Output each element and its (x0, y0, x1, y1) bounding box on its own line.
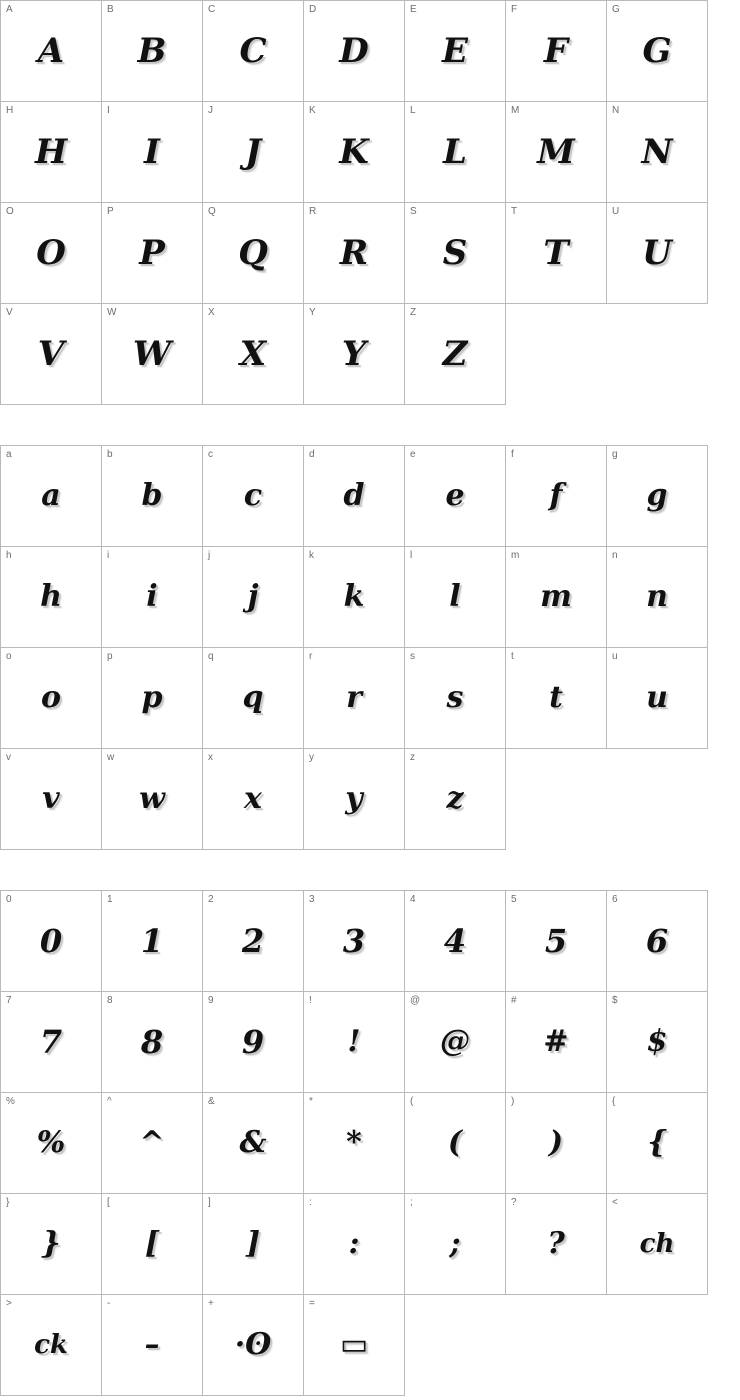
glyph-cell-label: ) (511, 1096, 515, 1107)
glyph-cell-P[interactable] (102, 203, 203, 304)
glyph-cell-label: E (410, 4, 417, 15)
glyph-block-uppercase (0, 0, 740, 405)
glyph-block-digits-punctuation (0, 890, 740, 1396)
glyph-cell-1[interactable] (102, 891, 203, 992)
glyph-cell-label: k (309, 550, 314, 561)
glyph-cell-A[interactable] (1, 1, 102, 102)
glyph-cell-sample: H (34, 132, 68, 172)
glyph-cell-sample: J (244, 132, 262, 172)
glyph-cell-sample: # (543, 1024, 569, 1059)
glyph-cell-sample: 8 (140, 1023, 164, 1061)
glyph-cell-sample: k (343, 579, 365, 614)
glyph-cell-sample: B (137, 31, 167, 71)
glyph-cell-l[interactable] (405, 547, 506, 648)
glyph-cell-sample: ^ (139, 1125, 165, 1160)
table-row (1, 1295, 708, 1396)
glyph-cell-label: I (107, 105, 110, 116)
glyph-cell-label: < (612, 1197, 618, 1208)
glyph-cell-label: ? (511, 1197, 517, 1208)
glyph-cell-Z[interactable] (405, 304, 506, 405)
glyph-cell-equals[interactable] (304, 1295, 405, 1396)
glyph-cell-empty (506, 304, 607, 405)
table-row (1, 1, 708, 102)
glyph-cell-label: + (208, 1298, 214, 1309)
glyph-cell-K[interactable] (304, 102, 405, 203)
glyph-cell-label: { (612, 1096, 616, 1107)
glyph-cell-9[interactable] (203, 992, 304, 1093)
glyph-cell-sample: a (41, 478, 61, 513)
glyph-cell-label: o (6, 651, 12, 662)
glyph-cell-label: X (208, 307, 215, 318)
glyph-cell-m[interactable] (506, 547, 607, 648)
glyph-cell-sample: P (139, 233, 165, 273)
glyph-cell-ampersand[interactable] (203, 1093, 304, 1194)
glyph-cell-label: j (208, 550, 211, 561)
glyph-cell-bracket-close[interactable] (203, 1194, 304, 1295)
glyph-cell-label: # (511, 995, 517, 1006)
glyph-cell-label: p (107, 651, 113, 662)
glyph-cell-sample: f (549, 478, 563, 513)
glyph-cell-label: i (107, 550, 110, 561)
glyph-cell-sample: s (446, 680, 464, 715)
glyph-cell-asterisk[interactable] (304, 1093, 405, 1194)
glyph-cell-I[interactable] (102, 102, 203, 203)
glyph-cell-label: P (107, 206, 114, 217)
glyph-cell-G[interactable] (607, 1, 708, 102)
glyph-cell-label: n (612, 550, 618, 561)
glyph-cell-sample: V (37, 334, 65, 374)
glyph-cell-sample: W (132, 334, 172, 374)
glyph-cell-label: 8 (107, 995, 113, 1006)
glyph-cell-label: h (6, 550, 12, 561)
glyph-cell-sample: U (642, 233, 672, 273)
glyph-table-digits-punctuation (0, 890, 708, 1396)
glyph-cell-t[interactable] (506, 648, 607, 749)
glyph-cell-sample: 2 (241, 922, 265, 960)
glyph-cell-sample: 6 (645, 922, 669, 960)
glyph-cell-brace-close[interactable] (1, 1194, 102, 1295)
glyph-cell-label: w (107, 752, 115, 763)
glyph-cell-label: J (208, 105, 213, 116)
glyph-cell-semicolon[interactable] (405, 1194, 506, 1295)
glyph-cell-f[interactable] (506, 446, 607, 547)
glyph-cell-3[interactable] (304, 891, 405, 992)
glyph-cell-i[interactable] (102, 547, 203, 648)
glyph-cell-label: S (410, 206, 417, 217)
glyph-cell-label: 3 (309, 894, 315, 905)
glyph-cell-sample: ; (449, 1226, 461, 1261)
glyph-cell-sample: [ (144, 1226, 160, 1261)
glyph-cell-sample: } (41, 1226, 61, 1261)
glyph-cell-B[interactable] (102, 1, 203, 102)
glyph-cell-w[interactable] (102, 749, 203, 850)
glyph-cell-T[interactable] (506, 203, 607, 304)
glyph-cell-sample: ! (347, 1024, 361, 1059)
glyph-cell-sample: c (243, 478, 263, 513)
glyph-cell-sample: O (36, 233, 66, 273)
glyph-cell-label: 5 (511, 894, 517, 905)
glyph-cell-label: g (612, 449, 618, 460)
glyph-cell-less-than[interactable] (607, 1194, 708, 1295)
glyph-cell-label: m (511, 550, 520, 561)
glyph-cell-U[interactable] (607, 203, 708, 304)
glyph-cell-sample: { (647, 1125, 667, 1160)
glyph-cell-C[interactable] (203, 1, 304, 102)
glyph-cell-sample: b (141, 478, 163, 513)
glyph-cell-empty (506, 1295, 607, 1396)
glyph-cell-H[interactable] (1, 102, 102, 203)
glyph-cell-label: 0 (6, 894, 12, 905)
glyph-cell-label: R (309, 206, 317, 217)
glyph-cell-sample: 5 (544, 922, 568, 960)
glyph-cell-L[interactable] (405, 102, 506, 203)
glyph-cell-greater-than[interactable] (1, 1295, 102, 1396)
glyph-cell-label: M (511, 105, 520, 116)
glyph-cell-sample: g (646, 478, 668, 513)
glyph-cell-J[interactable] (203, 102, 304, 203)
glyph-cell-dollar[interactable] (607, 992, 708, 1093)
glyph-cell-label: q (208, 651, 214, 662)
glyph-cell-s[interactable] (405, 648, 506, 749)
glyph-cell-sample: E (442, 31, 468, 71)
block-separator (0, 405, 740, 445)
glyph-cell-bracket-open[interactable] (102, 1194, 203, 1295)
glyph-cell-sample: w (139, 781, 165, 816)
glyph-cell-empty (405, 1295, 506, 1396)
glyph-cell-plus[interactable] (203, 1295, 304, 1396)
glyph-cell-brace-open[interactable] (607, 1093, 708, 1194)
glyph-cell-j[interactable] (203, 547, 304, 648)
glyph-cell-W[interactable] (102, 304, 203, 405)
glyph-cell-label: = (309, 1298, 315, 1309)
glyph-cell-N[interactable] (607, 102, 708, 203)
glyph-cell-label: y (309, 752, 314, 763)
glyph-cell-hyphen[interactable] (102, 1295, 203, 1396)
glyph-cell-5[interactable] (506, 891, 607, 992)
glyph-cell-d[interactable] (304, 446, 405, 547)
glyph-cell-sample: d (343, 478, 365, 513)
glyph-cell-6[interactable] (607, 891, 708, 992)
glyph-cell-c[interactable] (203, 446, 304, 547)
glyph-cell-e[interactable] (405, 446, 506, 547)
table-row (1, 203, 708, 304)
table-row (1, 992, 708, 1093)
glyph-cell-sample: ·ʘ (234, 1327, 272, 1362)
glyph-cell-label: u (612, 651, 618, 662)
glyph-cell-r[interactable] (304, 648, 405, 749)
glyph-cell-label: l (410, 550, 413, 561)
glyph-cell-label: K (309, 105, 316, 116)
glyph-cell-sample: X (239, 334, 267, 374)
glyph-cell-label: > (6, 1298, 12, 1309)
glyph-cell-sample: A (37, 31, 65, 71)
glyph-cell-label: r (309, 651, 313, 662)
table-row (1, 304, 708, 405)
glyph-cell-label: O (6, 206, 14, 217)
glyph-cell-label: $ (612, 995, 618, 1006)
glyph-cell-sample: t (549, 680, 563, 715)
glyph-cell-h[interactable] (1, 547, 102, 648)
glyph-cell-sample: 9 (241, 1023, 265, 1061)
glyph-cell-label: U (612, 206, 620, 217)
glyph-cell-o[interactable] (1, 648, 102, 749)
glyph-cell-M[interactable] (506, 102, 607, 203)
glyph-cell-label: T (511, 206, 518, 217)
glyph-cell-label: - (107, 1298, 111, 1309)
table-row (1, 547, 708, 648)
glyph-cell-label: F (511, 4, 518, 15)
glyph-cell-q[interactable] (203, 648, 304, 749)
glyph-cell-sample: j (247, 579, 259, 614)
glyph-cell-sample: 7 (39, 1023, 63, 1061)
glyph-cell-label: 1 (107, 894, 113, 905)
glyph-cell-label: b (107, 449, 113, 460)
glyph-cell-label: V (6, 307, 13, 318)
glyph-table-uppercase (0, 0, 708, 405)
glyph-cell-sample: C (239, 31, 267, 71)
glyph-cell-Y[interactable] (304, 304, 405, 405)
table-row (1, 1194, 708, 1295)
glyph-cell-sample: Z (442, 334, 468, 374)
glyph-cell-sample: – (144, 1327, 160, 1362)
glyph-cell-label: W (107, 307, 117, 318)
glyph-cell-label: Z (410, 307, 417, 318)
glyph-cell-x[interactable] (203, 749, 304, 850)
glyph-cell-sample: y (345, 781, 363, 816)
glyph-cell-sample: Q (238, 233, 268, 273)
glyph-cell-label: z (410, 752, 415, 763)
glyph-table-lowercase (0, 445, 708, 850)
glyph-cell-sample: ch (639, 1229, 675, 1259)
glyph-cell-sample: ] (245, 1226, 261, 1261)
table-row (1, 891, 708, 992)
glyph-cell-sample: q (242, 680, 264, 715)
glyph-cell-F[interactable] (506, 1, 607, 102)
glyph-cell-label: ! (309, 995, 312, 1006)
glyph-cell-label: ^ (107, 1096, 112, 1107)
glyph-cell-question[interactable] (506, 1194, 607, 1295)
glyph-cell-label: ; (410, 1197, 413, 1208)
glyph-cell-sample: x (244, 781, 262, 816)
block-separator (0, 850, 740, 890)
glyph-cell-sample: 1 (140, 922, 164, 960)
glyph-cell-sample: T (543, 233, 569, 273)
glyph-cell-percent[interactable] (1, 1093, 102, 1194)
table-row (1, 102, 708, 203)
glyph-cell-label: G (612, 4, 620, 15)
glyph-cell-sample: @ (440, 1024, 470, 1059)
table-row (1, 749, 708, 850)
glyph-cell-label: C (208, 4, 216, 15)
glyph-cell-sample: l (449, 579, 461, 614)
glyph-cell-sample: 4 (443, 922, 467, 960)
glyph-cell-label: L (410, 105, 416, 116)
glyph-cell-sample: : (348, 1226, 360, 1261)
glyph-cell-sample: v (42, 781, 60, 816)
glyph-cell-label: H (6, 105, 14, 116)
glyph-block-lowercase (0, 445, 740, 850)
glyph-cell-S[interactable] (405, 203, 506, 304)
glyph-cell-7[interactable] (1, 992, 102, 1093)
glyph-cell-exclam[interactable] (304, 992, 405, 1093)
table-row (1, 648, 708, 749)
glyph-cell-sample: $ (646, 1024, 668, 1059)
glyph-cell-g[interactable] (607, 446, 708, 547)
glyph-cell-sample: z (446, 781, 464, 816)
glyph-cell-label: x (208, 752, 213, 763)
glyph-cell-label: s (410, 651, 415, 662)
glyph-cell-sample: u (646, 680, 668, 715)
glyph-cell-sample: e (445, 478, 465, 513)
glyph-cell-label: @ (410, 995, 421, 1006)
glyph-cell-label: 2 (208, 894, 214, 905)
glyph-cell-sample: S (442, 233, 468, 273)
glyph-cell-paren-close[interactable] (506, 1093, 607, 1194)
glyph-cell-hash[interactable] (506, 992, 607, 1093)
table-row (1, 446, 708, 547)
glyph-cell-label: ( (410, 1096, 414, 1107)
glyph-cell-caret[interactable] (102, 1093, 203, 1194)
glyph-cell-sample: D (339, 31, 369, 71)
glyph-cell-paren-open[interactable] (405, 1093, 506, 1194)
glyph-cell-O[interactable] (1, 203, 102, 304)
glyph-cell-label: & (208, 1096, 215, 1107)
glyph-cell-label: t (511, 651, 514, 662)
glyph-cell-label: } (6, 1197, 10, 1208)
glyph-cell-v[interactable] (1, 749, 102, 850)
glyph-cell-sample: & (239, 1125, 267, 1160)
glyph-cell-sample: % (36, 1125, 66, 1160)
glyph-cell-sample: K (339, 132, 369, 172)
glyph-cell-label: N (612, 105, 620, 116)
glyph-cell-sample: * (346, 1125, 362, 1160)
glyph-cell-colon[interactable] (304, 1194, 405, 1295)
glyph-cell-u[interactable] (607, 648, 708, 749)
glyph-cell-label: : (309, 1197, 312, 1208)
glyph-cell-sample: I (144, 132, 160, 172)
glyph-cell-y[interactable] (304, 749, 405, 850)
glyph-cell-sample: ( (447, 1125, 463, 1160)
glyph-cell-sample: R (339, 233, 369, 273)
glyph-cell-label: B (107, 4, 114, 15)
glyph-cell-D[interactable] (304, 1, 405, 102)
glyph-cell-sample: 0 (39, 922, 63, 960)
glyph-cell-sample: p (141, 680, 163, 715)
glyph-cell-sample: ? (547, 1226, 565, 1261)
glyph-cell-sample: ▭ (339, 1327, 369, 1362)
glyph-cell-label: A (6, 4, 13, 15)
glyph-cell-4[interactable] (405, 891, 506, 992)
glyph-cell-Q[interactable] (203, 203, 304, 304)
glyph-cell-sample: F (543, 31, 569, 71)
glyph-cell-label: f (511, 449, 514, 460)
glyph-cell-a[interactable] (1, 446, 102, 547)
glyph-cell-label: d (309, 449, 315, 460)
glyph-cell-sample: M (537, 132, 575, 172)
glyph-cell-empty (607, 749, 708, 850)
glyph-cell-E[interactable] (405, 1, 506, 102)
glyph-cell-sample: L (443, 132, 467, 172)
glyph-cell-label: Y (309, 307, 316, 318)
glyph-cell-label: a (6, 449, 12, 460)
glyph-cell-sample: ) (548, 1125, 564, 1160)
glyph-cell-sample: ck (34, 1330, 68, 1360)
glyph-cell-label: ] (208, 1197, 211, 1208)
glyph-cell-sample: o (40, 680, 61, 715)
glyph-cell-z[interactable] (405, 749, 506, 850)
glyph-cell-R[interactable] (304, 203, 405, 304)
glyph-cell-sample: r (346, 680, 362, 715)
glyph-cell-label: 9 (208, 995, 214, 1006)
glyph-cell-sample: Y (341, 334, 367, 374)
glyph-cell-p[interactable] (102, 648, 203, 749)
glyph-cell-8[interactable] (102, 992, 203, 1093)
glyph-cell-2[interactable] (203, 891, 304, 992)
glyph-cell-sample: G (642, 31, 672, 71)
glyph-cell-label: c (208, 449, 213, 460)
glyph-cell-sample: N (641, 132, 673, 172)
glyph-cell-label: 4 (410, 894, 416, 905)
glyph-cell-at[interactable] (405, 992, 506, 1093)
glyph-cell-label: * (309, 1096, 313, 1107)
glyph-cell-X[interactable] (203, 304, 304, 405)
glyph-cell-sample: m (540, 579, 572, 614)
glyph-cell-label: Q (208, 206, 216, 217)
glyph-cell-label: [ (107, 1197, 110, 1208)
glyph-cell-n[interactable] (607, 547, 708, 648)
glyph-cell-empty (607, 304, 708, 405)
glyph-cell-label: D (309, 4, 317, 15)
glyph-cell-label: v (6, 752, 11, 763)
glyph-cell-label: % (6, 1096, 15, 1107)
glyph-cell-0[interactable] (1, 891, 102, 992)
glyph-cell-sample: 3 (342, 922, 366, 960)
glyph-cell-label: 6 (612, 894, 618, 905)
glyph-cell-k[interactable] (304, 547, 405, 648)
glyph-cell-label: 7 (6, 995, 12, 1006)
glyph-cell-empty (506, 749, 607, 850)
glyph-cell-sample: h (40, 579, 62, 614)
glyph-cell-V[interactable] (1, 304, 102, 405)
glyph-cell-b[interactable] (102, 446, 203, 547)
glyph-cell-empty (607, 1295, 708, 1396)
glyph-cell-label: e (410, 449, 416, 460)
glyph-cell-sample: i (146, 579, 158, 614)
table-row (1, 1093, 708, 1194)
glyph-cell-sample: n (646, 579, 668, 614)
